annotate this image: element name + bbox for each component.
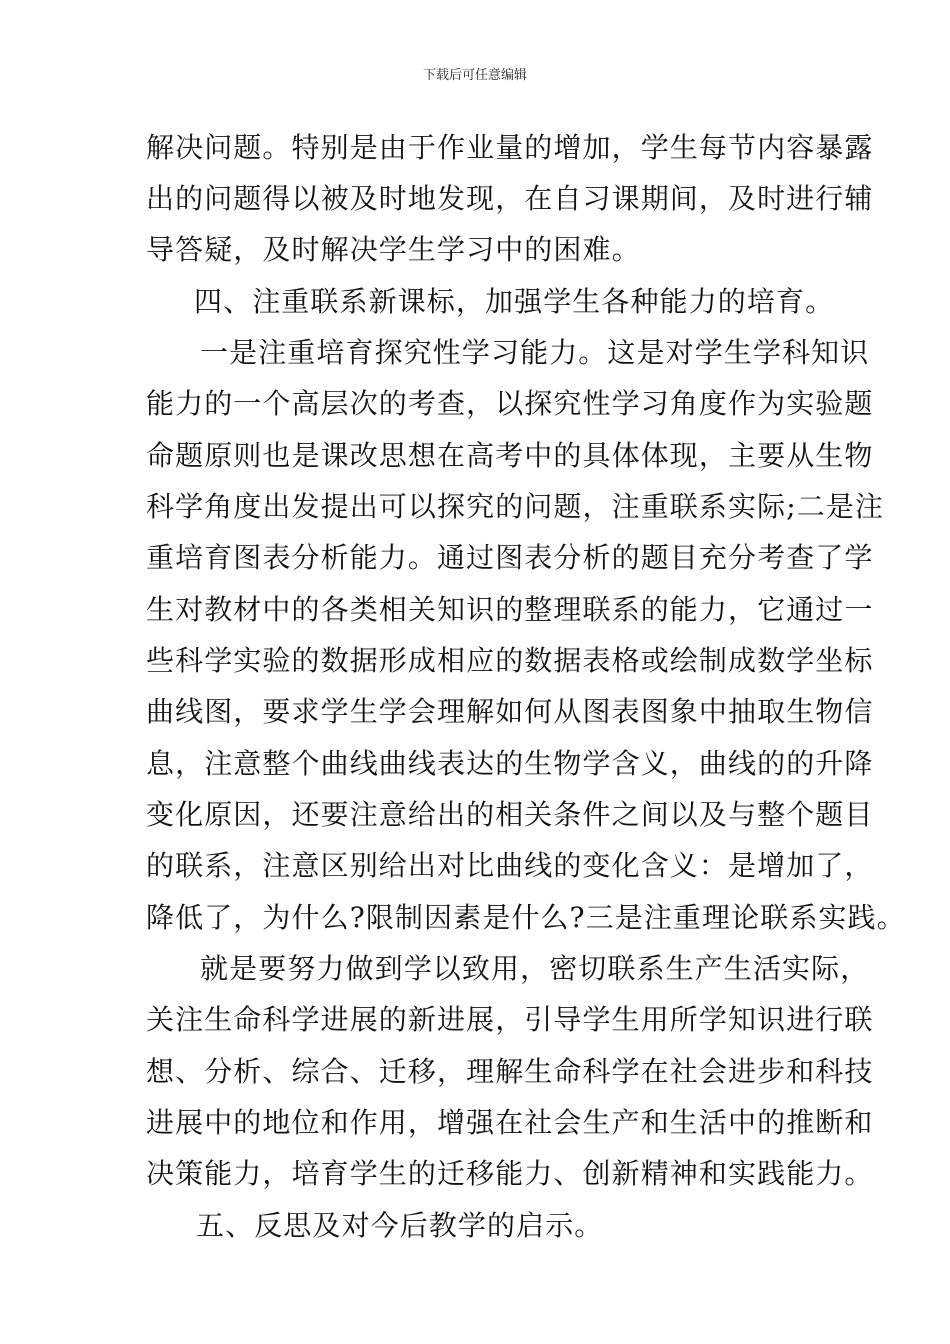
text-line: 决策能力，培育学生的迁移能力、创新精神和实践能力。 (146, 1157, 874, 1190)
text-line: 导答疑，及时解决学生学习中的困难。 (146, 233, 641, 266)
text-line: 关注生命科学进展的新进展，引导学生用所学知识进行联 (146, 1003, 874, 1036)
text-line: 命题原则也是课改思想在高考中的具体体现，主要从生物 (146, 439, 874, 472)
text-line: 曲线图，要求学生学会理解如何从图表图象中抽取生物信 (146, 695, 874, 728)
text-line: 降低了，为什么?限制因素是什么?三是注重理论联系实践。 (146, 901, 906, 934)
text-line: 解决问题。特别是由于作业量的增加，学生每节内容暴露 (146, 131, 874, 164)
text-line: 进展中的地位和作用，增强在社会生产和生活中的推断和 (146, 1106, 874, 1139)
text-line: 能力的一个高层次的考查，以探究性学习角度作为实验题 (146, 387, 874, 420)
text-line: 变化原因，还要注意给出的相关条件之间以及与整个题目 (146, 798, 874, 831)
text-line: 息，注意整个曲线曲线表达的生物学含义，曲线的的升降 (146, 747, 874, 780)
text-line: 的联系，注意区别给出对比曲线的变化含义：是增加了， (146, 849, 874, 882)
page-header: 下载后可任意编辑 (422, 68, 527, 83)
section-heading: 五、反思及对今后教学的启示。 (196, 1209, 604, 1242)
text-line: 想、分析、综合、迁移，理解生命科学在社会进步和科技 (146, 1055, 874, 1088)
text-line: 出的问题得以被及时地发现，在自习课期间，及时进行辅 (146, 182, 874, 215)
section-heading: 四、注重联系新课标，加强学生各种能力的培育。 (194, 285, 835, 318)
text-line: 一是注重培育探究性学习能力。这是对学生学科知识 (200, 336, 870, 369)
text-line: 科学角度出发提出可以探究的问题，注重联系实际;二是注 (146, 490, 885, 523)
text-line: 重培育图表分析能力。通过图表分析的题目充分考查了学 (146, 541, 874, 574)
text-line: 些科学实验的数据形成相应的数据表格或绘制成数学坐标 (146, 644, 874, 677)
text-line: 生对教材中的各类相关知识的整理联系的能力，它通过一 (146, 593, 874, 626)
text-line: 就是要努力做到学以致用，密切联系生产生活实际， (200, 952, 870, 985)
